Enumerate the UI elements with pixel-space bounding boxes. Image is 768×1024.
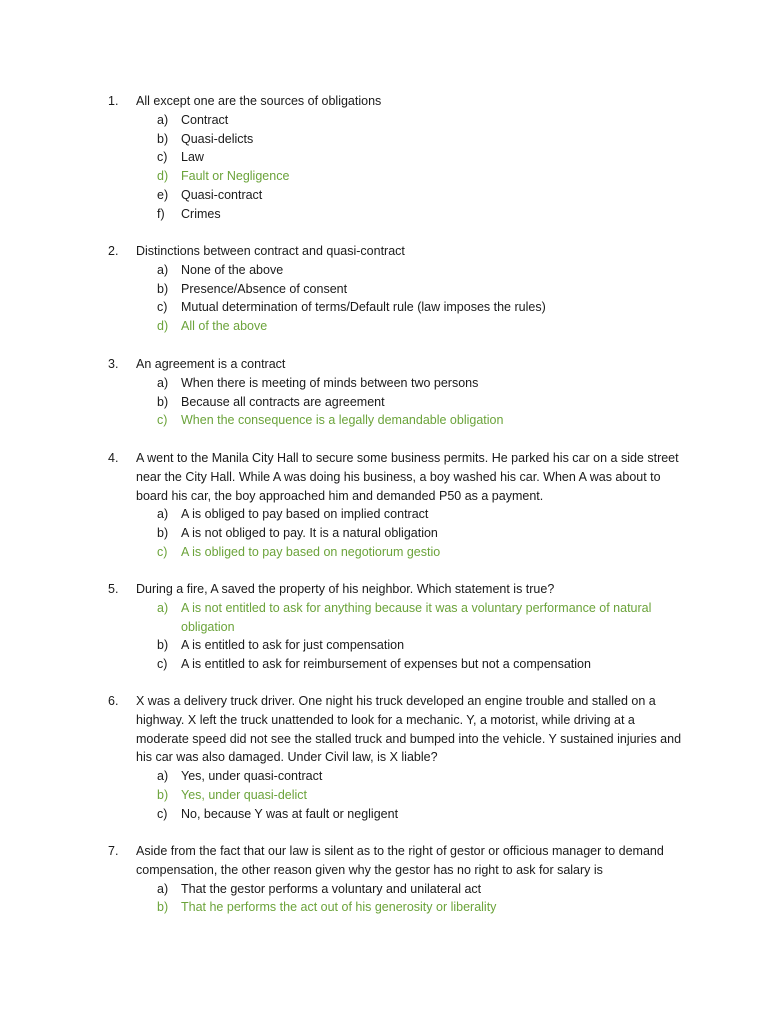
option-b: [157, 280, 688, 299]
question-text: X was a delivery truck driver. One night his truck developed an engine trouble and stalled on a highway. X left the truck unattended to look for a mechanic. Y, a motorist, while driving at a moderate speed did not see the stalled truck and bumped into the vehicle. Y sustained injuries and his car was also damaged. Under Civil law, is X liable?: [136, 694, 682, 765]
question-text: Aside from the fact that our law is silent as to the right of gestor or officious manager to demand compensation, the other reason given why the gestor has no right to ask for salary is: [136, 844, 664, 877]
option-letter: a): [157, 881, 169, 896]
option-text: When there is meeting of minds between two persons: [181, 375, 479, 390]
option-letter: c): [157, 657, 168, 672]
option-letter: b): [157, 131, 169, 146]
question-number: 3.: [108, 357, 119, 371]
option-text: Presence/Absence of consent: [181, 281, 348, 296]
option-a: [157, 505, 688, 524]
option-letter: b): [157, 787, 169, 802]
option-text: A is obliged to pay based on negotiorum gestio: [181, 544, 441, 559]
option-a: [157, 599, 688, 637]
option-text: None of the above: [181, 262, 284, 277]
option-text: Contract: [181, 112, 229, 127]
question-3: [108, 355, 688, 430]
option-b: [157, 786, 688, 805]
question-number: 6.: [108, 694, 119, 708]
option-a: [157, 261, 688, 280]
question-number: 1.: [108, 94, 119, 108]
option-letter: a): [157, 262, 169, 277]
option-letter: c): [157, 150, 168, 165]
option-text: A is entitled to ask for reimbursement of expenses but not a compensation: [181, 657, 591, 672]
option-text: Yes, under quasi-contract: [181, 769, 323, 784]
option-text: That he performs the act out of his generosity or liberality: [181, 900, 497, 915]
question-number: 7.: [108, 844, 119, 858]
option-a: [157, 111, 688, 130]
option-text: All of the above: [181, 319, 268, 334]
option-letter: a): [157, 375, 169, 390]
option-b: [157, 130, 688, 149]
option-text: That the gestor performs a voluntary and unilateral act: [181, 881, 482, 896]
question-5: [108, 580, 688, 674]
option-text: Crimes: [181, 206, 221, 221]
option-b: [157, 524, 688, 543]
option-text: Because all contracts are agreement: [181, 394, 385, 409]
option-b: [157, 898, 688, 917]
question-number: 4.: [108, 451, 119, 465]
option-c: [157, 411, 688, 430]
option-text: Fault or Negligence: [181, 169, 290, 184]
option-text: A is entitled to ask for just compensation: [181, 638, 405, 653]
option-c: [157, 148, 688, 167]
option-list: [108, 880, 688, 918]
question-number: 5.: [108, 582, 119, 596]
question-text: Distinctions between contract and quasi-contract: [136, 244, 405, 258]
option-letter: c): [157, 413, 168, 428]
option-text: A is obliged to pay based on implied contract: [181, 507, 429, 522]
option-text: A is not entitled to ask for anything because it was a voluntary performance of natural obligation: [181, 600, 652, 634]
question-6: [108, 692, 688, 824]
question-7: [108, 842, 688, 917]
option-b: [157, 393, 688, 412]
option-letter: b): [157, 394, 169, 409]
option-list: [108, 767, 688, 823]
question-1: [108, 92, 688, 224]
option-list: [108, 261, 688, 336]
option-letter: b): [157, 281, 169, 296]
option-letter: e): [157, 187, 169, 202]
option-letter: a): [157, 507, 169, 522]
option-letter: d): [157, 319, 169, 334]
option-list: [108, 374, 688, 430]
option-text: Law: [181, 150, 204, 165]
option-letter: a): [157, 600, 169, 615]
option-text: Yes, under quasi-delict: [181, 787, 308, 802]
question-number: 2.: [108, 244, 119, 258]
option-c: [157, 655, 688, 674]
option-f: [157, 205, 688, 224]
option-text: Quasi-delicts: [181, 131, 254, 146]
option-list: [108, 599, 688, 674]
option-c: [157, 298, 688, 317]
option-text: No, because Y was at fault or negligent: [181, 806, 399, 821]
option-text: A is not obliged to pay. It is a natural obligation: [181, 526, 438, 541]
option-letter: b): [157, 638, 169, 653]
option-letter: b): [157, 900, 169, 915]
option-d: [157, 317, 688, 336]
option-letter: b): [157, 526, 169, 541]
option-d: [157, 167, 688, 186]
option-a: [157, 374, 688, 393]
question-4: [108, 449, 688, 562]
question-text: All except one are the sources of obligations: [136, 94, 382, 108]
option-a: [157, 880, 688, 899]
question-2: [108, 242, 688, 336]
option-list: [108, 505, 688, 561]
option-text: When the consequence is a legally demandable obligation: [181, 413, 504, 428]
option-letter: c): [157, 300, 168, 315]
option-letter: d): [157, 169, 169, 184]
question-text: An agreement is a contract: [136, 357, 286, 371]
option-letter: c): [157, 806, 168, 821]
option-c: [157, 805, 688, 824]
question-text: During a fire, A saved the property of his neighbor. Which statement is true?: [136, 582, 555, 596]
option-letter: a): [157, 769, 169, 784]
option-list: [108, 111, 688, 224]
option-letter: a): [157, 112, 169, 127]
option-e: [157, 186, 688, 205]
question-text: A went to the Manila City Hall to secure some business permits. He parked his car on a side street near the City Hall. While A was doing his business, a boy washed his car. When A was about to board his car, the boy approached him and demanded P50 as a payment.: [136, 451, 679, 503]
option-letter: c): [157, 544, 168, 559]
option-a: [157, 767, 688, 786]
option-c: [157, 543, 688, 562]
option-b: [157, 636, 688, 655]
option-letter: f): [157, 206, 165, 221]
option-text: Quasi-contract: [181, 187, 263, 202]
option-text: Mutual determination of terms/Default rule (law imposes the rules): [181, 300, 546, 315]
